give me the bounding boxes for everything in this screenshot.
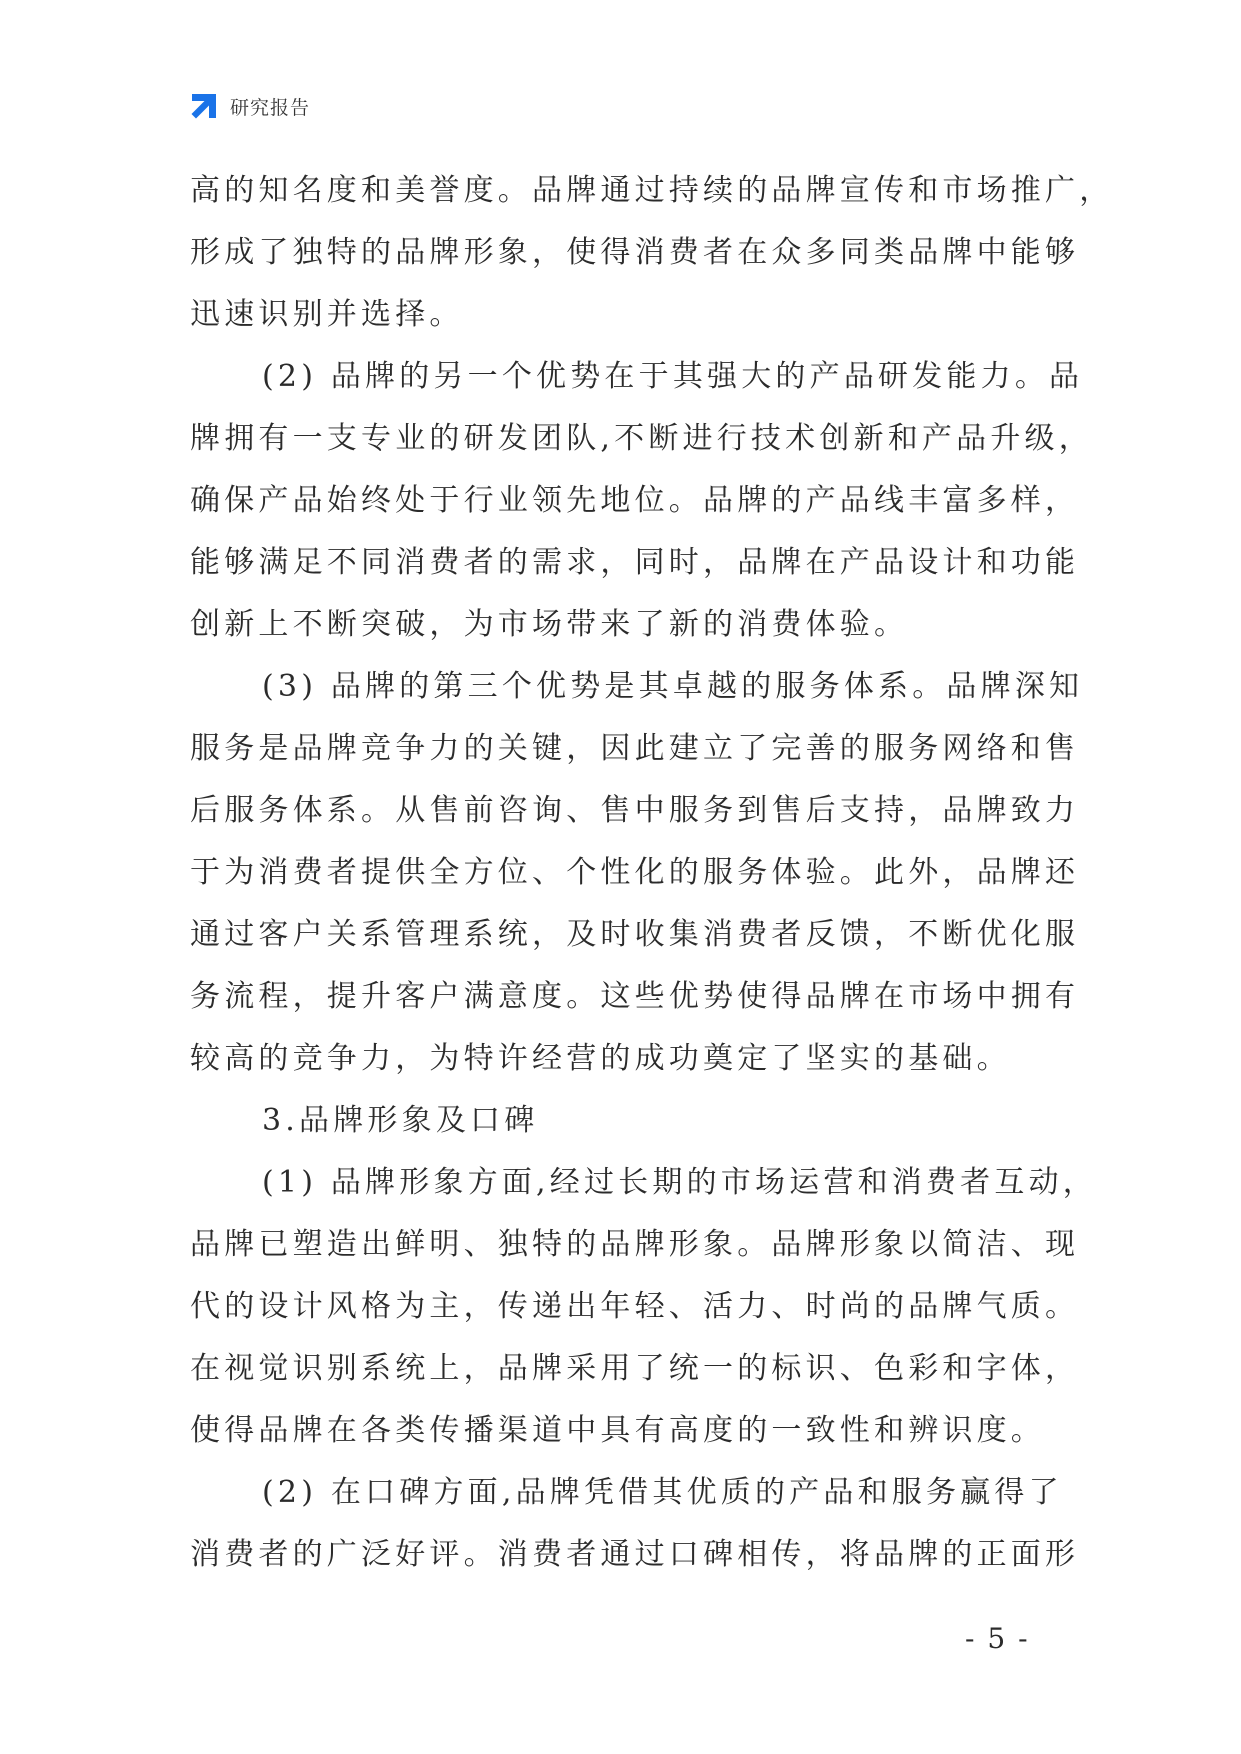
text-line: 使得品牌在各类传播渠道中具有高度的一致性和辨识度。	[190, 1413, 1045, 1448]
header-title: 研究报告	[230, 96, 311, 119]
text-line: 形成了独特的品牌形象，使得消费者在众多同类品牌中能够	[190, 235, 1080, 270]
text-line: 务流程，提升客户满意度。这些优势使得品牌在市场中拥有	[190, 979, 1080, 1014]
text-line: 牌拥有一支专业的研发团队,不断进行技术创新和产品升级，	[190, 421, 1093, 456]
text-line: 能够满足不同消费者的需求，同时，品牌在产品设计和功能	[190, 545, 1080, 580]
text-line: 通过客户关系管理系统，及时收集消费者反馈，不断优化服	[190, 917, 1080, 952]
text-line: 消费者的广泛好评。消费者通过口碑相传，将品牌的正面形	[190, 1537, 1080, 1572]
text-line: 代的设计风格为主，传递出年轻、活力、时尚的品牌气质。	[190, 1289, 1080, 1324]
text-line: (1) 品牌形象方面,经过长期的市场运营和消费者互动，	[262, 1165, 1097, 1200]
page-header	[188, 88, 310, 124]
document-body	[190, 160, 1114, 1586]
text-line: (2) 品牌的另一个优势在于其强大的产品研发能力。品	[262, 359, 1084, 394]
text-line: 创新上不断突破，为市场带来了新的消费体验。	[190, 607, 909, 642]
text-line: 3.品牌形象及口碑	[262, 1103, 539, 1138]
arrow-up-right-icon	[188, 90, 220, 122]
text-line: (3) 品牌的第三个优势是其卓越的服务体系。品牌深知	[262, 669, 1084, 704]
text-line: 服务是品牌竞争力的关键，因此建立了完善的服务网络和售	[190, 731, 1080, 766]
text-line: 较高的竞争力，为特许经营的成功奠定了坚实的基础。	[190, 1041, 1011, 1076]
text-line: 于为消费者提供全方位、个性化的服务体验。此外，品牌还	[190, 855, 1080, 890]
text-line: (2) 在口碑方面,品牌凭借其优质的产品和服务赢得了	[262, 1475, 1063, 1510]
page-number: - 5 -	[965, 1622, 1030, 1655]
text-line: 高的知名度和美誉度。品牌通过持续的品牌宣传和市场推广，	[190, 173, 1114, 208]
text-line: 在视觉识别系统上，品牌采用了统一的标识、色彩和字体，	[190, 1351, 1080, 1386]
text-line: 品牌已塑造出鲜明、独特的品牌形象。品牌形象以简洁、现	[190, 1227, 1080, 1262]
text-line: 确保产品始终处于行业领先地位。品牌的产品线丰富多样，	[190, 483, 1080, 518]
text-line: 后服务体系。从售前咨询、售中服务到售后支持，品牌致力	[190, 793, 1080, 828]
text-line: 迅速识别并选择。	[190, 297, 464, 332]
